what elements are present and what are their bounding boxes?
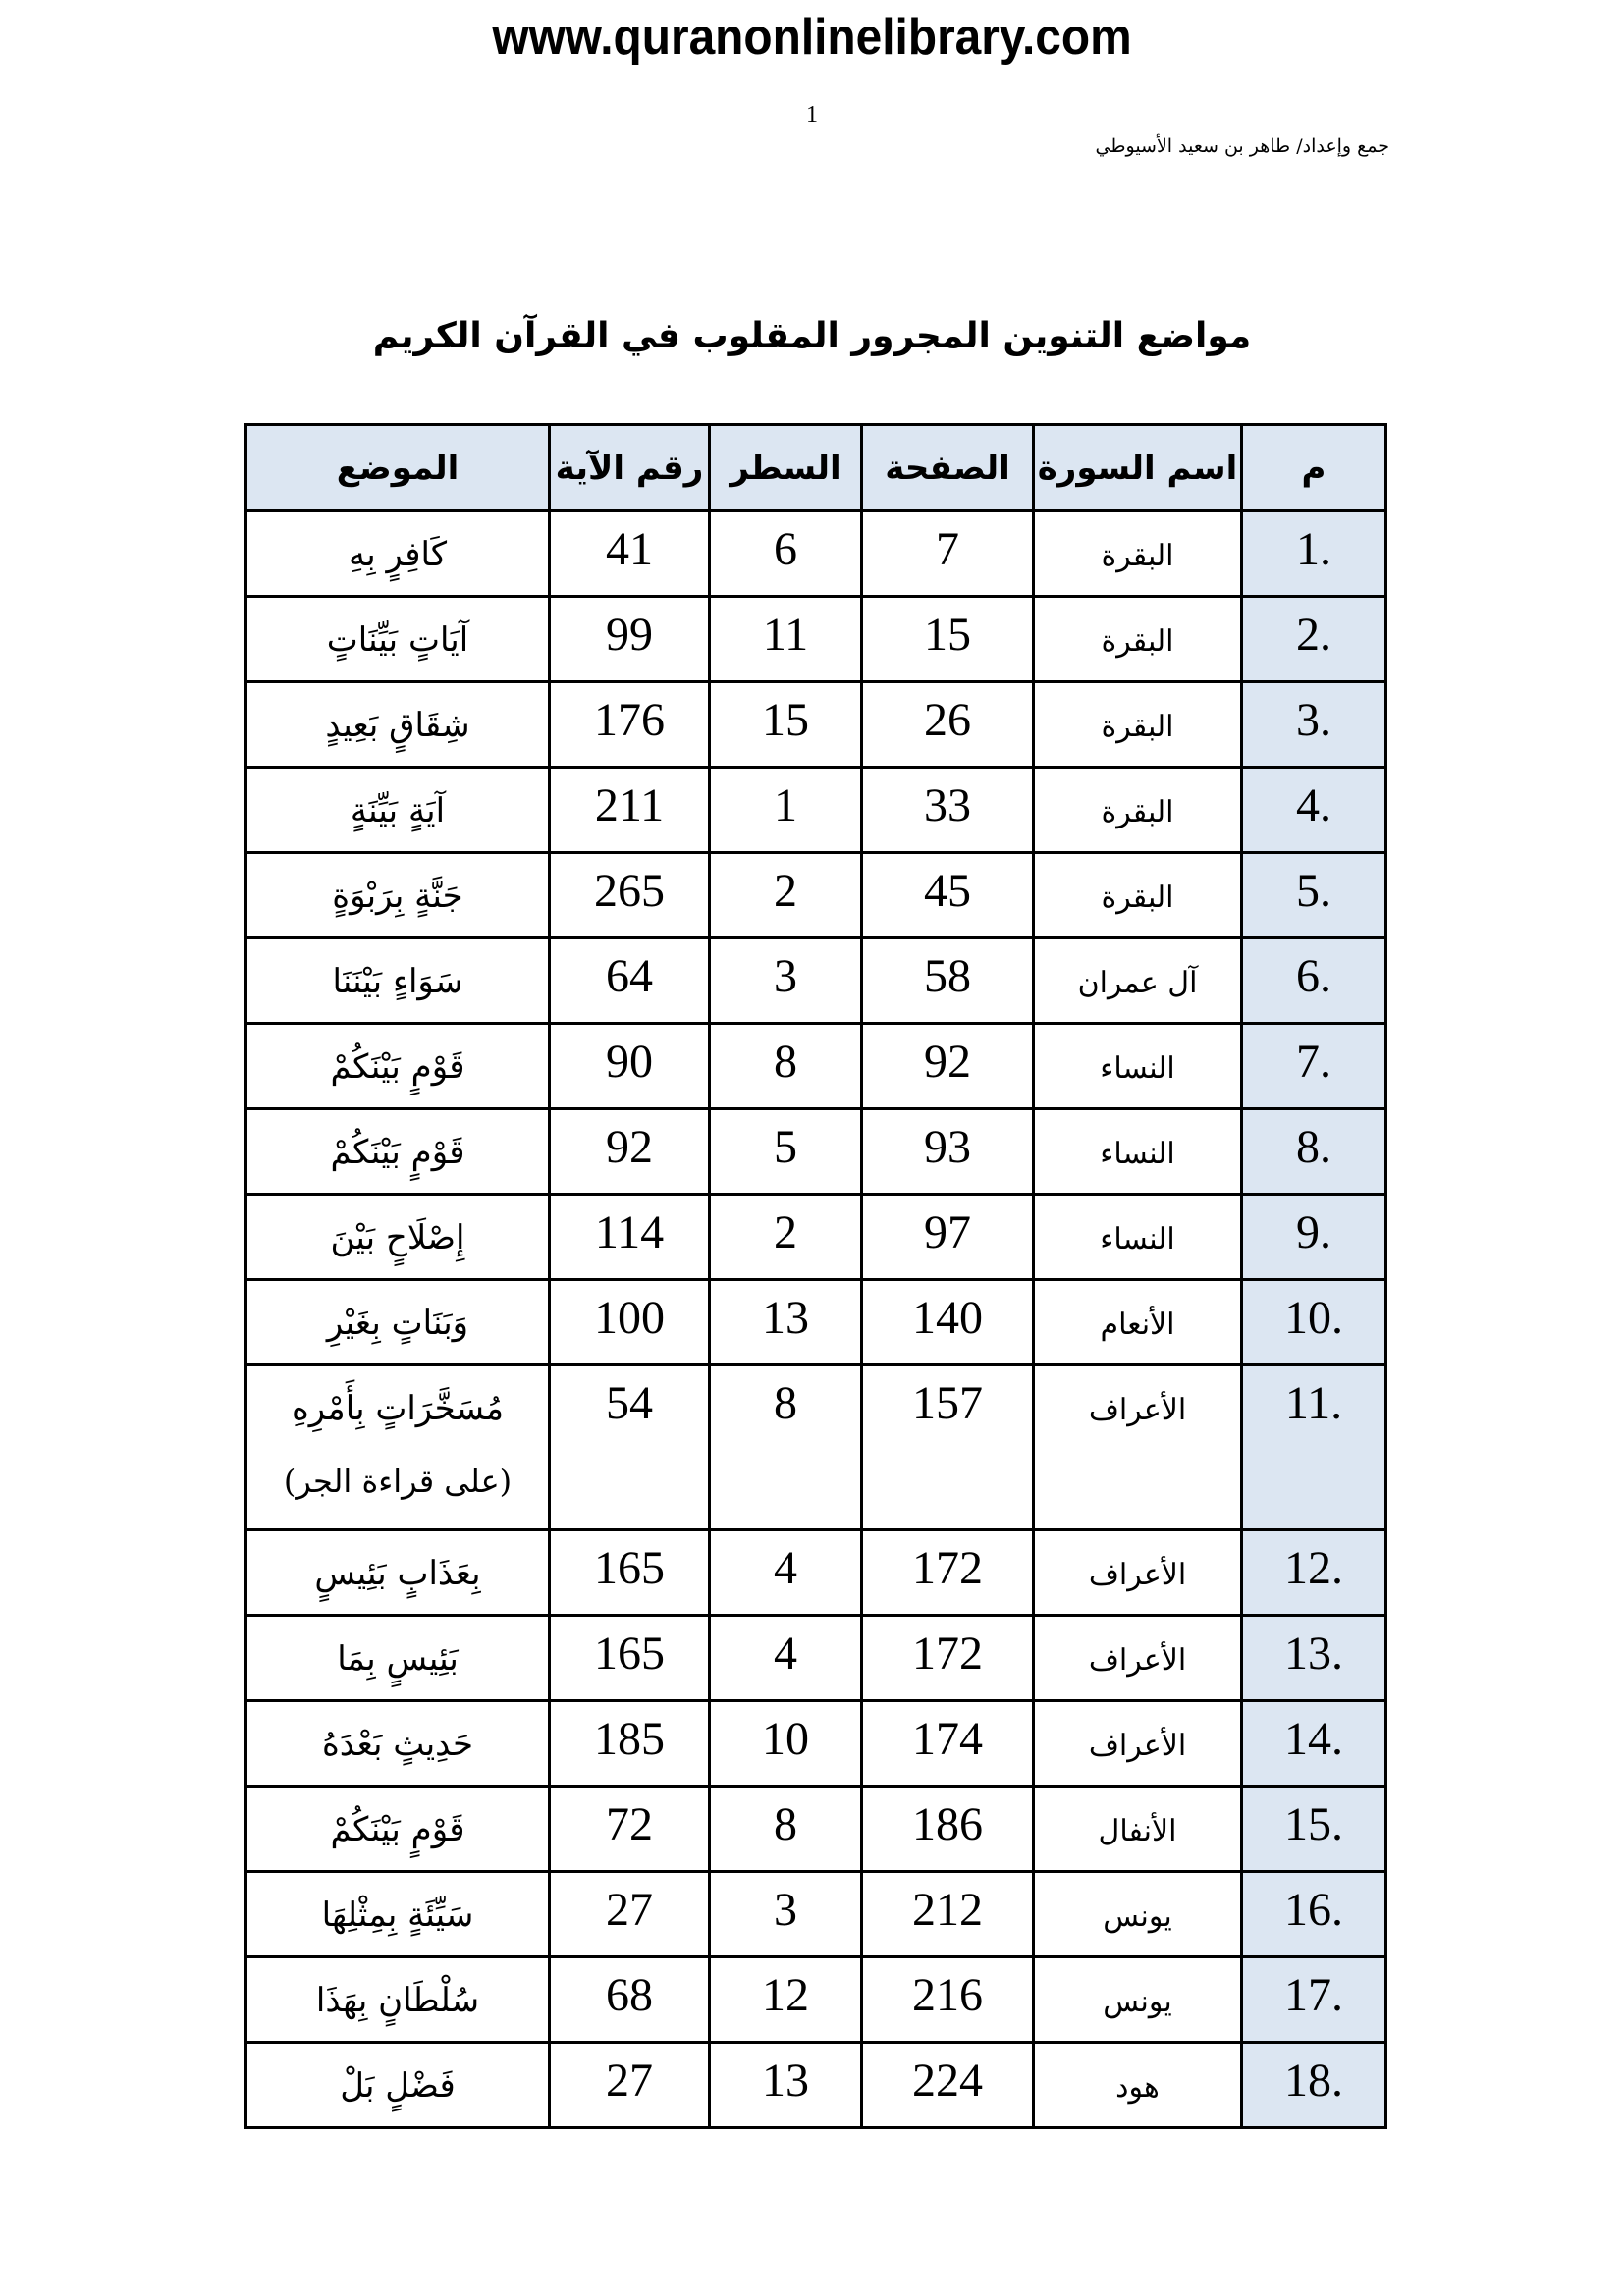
page-number: 1: [806, 102, 818, 128]
page-cell-text: 97: [924, 1206, 971, 1258]
index-cell-text: 8.: [1296, 1121, 1331, 1173]
page-cell-text: 15: [924, 609, 971, 661]
page-cell: [862, 768, 1034, 853]
ayah-cell: [550, 1365, 710, 1530]
line-cell-text: 8: [774, 1377, 797, 1429]
ayah-cell: [550, 682, 710, 768]
line-cell-text: 8: [774, 1036, 797, 1088]
ayah-cell: [550, 1109, 710, 1195]
line-cell: [710, 1280, 862, 1365]
page-cell-text: 212: [912, 1884, 983, 1936]
column-header-word: الموضع: [246, 425, 550, 511]
surah-cell: [1034, 1109, 1242, 1195]
line-cell-text: 12: [762, 1969, 809, 2021]
ayah-cell: [550, 1787, 710, 1872]
word-cell: [246, 1365, 550, 1530]
word-cell: [246, 853, 550, 938]
column-header-index: م: [1242, 425, 1386, 511]
index-cell: [1242, 1109, 1386, 1195]
surah-cell-text: البقرة: [1101, 881, 1174, 915]
line-cell-text: 10: [762, 1713, 809, 1765]
surah-cell: [1034, 853, 1242, 938]
page-cell-text: 33: [924, 779, 971, 831]
word-cell-text: بَئِيسٍ بِمَا: [337, 1639, 459, 1679]
line-cell: [710, 1109, 862, 1195]
word-cell: [246, 768, 550, 853]
table-row: [246, 853, 1386, 938]
index-cell: [1242, 1957, 1386, 2043]
surah-cell-text: آل عمران: [1077, 966, 1198, 1000]
word-note-text: (على قراءة الجر): [283, 1463, 513, 1500]
ayah-cell: [550, 1701, 710, 1787]
index-cell-text: 1.: [1296, 523, 1331, 575]
line-cell-text: 11: [762, 609, 809, 661]
index-cell: [1242, 2043, 1386, 2128]
line-cell-text: 15: [762, 694, 809, 746]
page-cell-text: 7: [936, 523, 959, 575]
table-row: [246, 682, 1386, 768]
table-row: [246, 768, 1386, 853]
index-cell: [1242, 682, 1386, 768]
line-cell: [710, 1616, 862, 1701]
page-cell-text: 92: [924, 1036, 971, 1088]
line-cell: [710, 2043, 862, 2128]
ayah-cell: [550, 1616, 710, 1701]
line-cell: [710, 597, 862, 682]
table-row: [246, 2043, 1386, 2128]
word-cell: [246, 1957, 550, 2043]
locations-table: [244, 423, 1387, 2129]
surah-cell: [1034, 1872, 1242, 1957]
line-cell: [710, 1701, 862, 1787]
word-cell: [246, 1701, 550, 1787]
word-cell-text: إِصْلَاحٍ بَيْنَ: [330, 1218, 465, 1257]
ayah-cell-text: 92: [606, 1121, 653, 1173]
word-cell-text: جَنَّةٍ بِرَبْوَةٍ: [332, 877, 463, 916]
ayah-cell-text: 27: [606, 2055, 653, 2107]
index-cell: [1242, 1195, 1386, 1280]
page-cell-text: 140: [912, 1292, 983, 1344]
ayah-cell-text: 165: [594, 1628, 665, 1680]
ayah-cell: [550, 1872, 710, 1957]
surah-cell-text: النساء: [1100, 1222, 1175, 1256]
surah-cell: [1034, 1365, 1242, 1530]
word-cell: [246, 2043, 550, 2128]
page-cell: [862, 1530, 1034, 1616]
page-cell: [862, 1872, 1034, 1957]
word-cell: [246, 597, 550, 682]
surah-cell-text: يونس: [1103, 1899, 1172, 1934]
line-cell-text: 4: [774, 1628, 797, 1680]
index-cell-text: 16.: [1284, 1884, 1343, 1936]
index-cell: [1242, 1530, 1386, 1616]
page-cell: [862, 1195, 1034, 1280]
surah-cell-text: البقرة: [1101, 710, 1174, 744]
surah-cell: [1034, 768, 1242, 853]
index-cell-text: 5.: [1296, 865, 1331, 917]
page-cell: [862, 1280, 1034, 1365]
ayah-cell: [550, 511, 710, 597]
author-credit: جمع وإعداد/ طاهر بن سعيد الأسيوطي: [1095, 135, 1389, 157]
page-cell: [862, 1109, 1034, 1195]
line-cell: [710, 768, 862, 853]
index-cell: [1242, 1616, 1386, 1701]
line-cell-text: 13: [762, 1292, 809, 1344]
index-cell: [1242, 768, 1386, 853]
index-cell-text: 11.: [1284, 1377, 1343, 1429]
page-cell-text: 45: [924, 865, 971, 917]
table-row: [246, 1109, 1386, 1195]
surah-cell: [1034, 1787, 1242, 1872]
index-cell-text: 6.: [1296, 950, 1331, 1002]
word-cell-text: آيَةٍ بَيِّنَةٍ: [350, 791, 446, 830]
page-cell-text: 26: [924, 694, 971, 746]
ayah-cell: [550, 2043, 710, 2128]
page-cell: [862, 1024, 1034, 1109]
ayah-cell-text: 27: [606, 1884, 653, 1936]
word-cell: [246, 938, 550, 1024]
table-row: [246, 1280, 1386, 1365]
index-cell-text: 18.: [1284, 2055, 1343, 2107]
ayah-cell: [550, 1195, 710, 1280]
word-cell-text: بِعَذَابٍ بَئِيسٍ: [314, 1554, 481, 1593]
ayah-cell-text: 185: [594, 1713, 665, 1765]
table-header-row: [246, 425, 1386, 511]
ayah-cell-text: 90: [606, 1036, 653, 1088]
word-cell-text: كَافِرٍ بِهِ: [348, 535, 448, 574]
table-row: [246, 1365, 1386, 1530]
column-header-surah: اسم السورة: [1034, 425, 1242, 511]
surah-cell: [1034, 511, 1242, 597]
ayah-cell-text: 41: [606, 523, 653, 575]
index-cell-text: 2.: [1296, 609, 1331, 661]
surah-cell: [1034, 1616, 1242, 1701]
word-cell: [246, 682, 550, 768]
surah-cell-text: الأعراف: [1088, 1558, 1187, 1592]
surah-cell: [1034, 938, 1242, 1024]
line-cell-text: 8: [774, 1798, 797, 1850]
line-cell-text: 2: [774, 865, 797, 917]
word-cell-text: سَيِّئَةٍ بِمِثْلِهَا: [321, 1896, 474, 1935]
page-cell: [862, 682, 1034, 768]
page-cell-text: 58: [924, 950, 971, 1002]
word-cell-text: قَوْمٍ بَيْنَكُمْ: [330, 1810, 465, 1849]
page-cell-text: 224: [912, 2055, 983, 2107]
ayah-cell: [550, 938, 710, 1024]
surah-cell-text: البقرة: [1101, 795, 1174, 829]
index-cell-text: 4.: [1296, 779, 1331, 831]
line-cell-text: 1: [774, 779, 797, 831]
ayah-cell-text: 100: [594, 1292, 665, 1344]
page-cell: [862, 2043, 1034, 2128]
index-cell: [1242, 1024, 1386, 1109]
page-cell: [862, 938, 1034, 1024]
line-cell: [710, 938, 862, 1024]
index-cell-text: 12.: [1284, 1542, 1343, 1594]
page-cell-text: 186: [912, 1798, 983, 1850]
line-cell: [710, 1195, 862, 1280]
ayah-cell-text: 54: [606, 1377, 653, 1429]
line-cell-text: 3: [774, 950, 797, 1002]
ayah-cell: [550, 853, 710, 938]
column-header-page: الصفحة: [862, 425, 1034, 511]
table-row: [246, 1024, 1386, 1109]
document-title: مواضع التنوين المجرور المقلوب في القرآن الكريم: [372, 316, 1252, 356]
page-cell: [862, 1701, 1034, 1787]
line-cell: [710, 1787, 862, 1872]
surah-cell-text: البقرة: [1101, 539, 1174, 573]
page-cell: [862, 853, 1034, 938]
table-row: [246, 1530, 1386, 1616]
table-row: [246, 597, 1386, 682]
word-cell: [246, 1280, 550, 1365]
ayah-cell-text: 114: [594, 1206, 665, 1258]
ayah-cell-text: 68: [606, 1969, 653, 2021]
index-cell: [1242, 597, 1386, 682]
line-cell: [710, 1872, 862, 1957]
word-cell-text: مُسَخَّرَاتٍ بِأَمْرِهِ: [291, 1389, 505, 1428]
word-cell-text: قَوْمٍ بَيْنَكُمْ: [330, 1047, 465, 1087]
word-cell: [246, 1616, 550, 1701]
index-cell: [1242, 1365, 1386, 1530]
surah-cell-text: الأعراف: [1088, 1393, 1187, 1427]
index-cell-text: 15.: [1284, 1798, 1343, 1850]
index-cell-text: 3.: [1296, 694, 1331, 746]
site-url-header: www.quranonlinelibrary.com: [492, 9, 1132, 66]
ayah-cell: [550, 597, 710, 682]
surah-cell: [1034, 1957, 1242, 2043]
index-cell-text: 17.: [1284, 1969, 1343, 2021]
index-cell-text: 13.: [1284, 1628, 1343, 1680]
page-cell-text: 216: [912, 1969, 983, 2021]
word-cell-text: آيَاتٍ بَيِّنَاتٍ: [326, 620, 469, 660]
index-cell: [1242, 1787, 1386, 1872]
index-cell: [1242, 938, 1386, 1024]
word-cell: [246, 1872, 550, 1957]
word-cell: [246, 1195, 550, 1280]
surah-cell-text: النساء: [1100, 1137, 1175, 1171]
page-cell-text: 172: [912, 1628, 983, 1680]
line-cell: [710, 1024, 862, 1109]
ayah-cell-text: 72: [606, 1798, 653, 1850]
ayah-cell-text: 176: [594, 694, 665, 746]
line-cell-text: 4: [774, 1542, 797, 1594]
surah-cell: [1034, 2043, 1242, 2128]
index-cell: [1242, 1872, 1386, 1957]
word-cell: [246, 511, 550, 597]
line-cell: [710, 1957, 862, 2043]
index-cell-text: 10.: [1284, 1292, 1343, 1344]
ayah-cell: [550, 1957, 710, 2043]
page-cell: [862, 511, 1034, 597]
page-cell-text: 93: [924, 1121, 971, 1173]
ayah-cell-text: 211: [594, 779, 665, 831]
word-cell-text: شِقَاقٍ بَعِيدٍ: [325, 706, 470, 745]
index-cell: [1242, 1701, 1386, 1787]
surah-cell-text: هود: [1115, 2070, 1160, 2105]
line-cell-text: 2: [774, 1206, 797, 1258]
index-cell-text: 7.: [1296, 1036, 1331, 1088]
ayah-cell-text: 265: [594, 865, 665, 917]
surah-cell-text: النساء: [1100, 1051, 1175, 1086]
page-cell: [862, 1365, 1034, 1530]
ayah-cell: [550, 768, 710, 853]
table-row: [246, 938, 1386, 1024]
index-cell-text: 14.: [1284, 1713, 1343, 1765]
surah-cell: [1034, 1701, 1242, 1787]
ayah-cell: [550, 1530, 710, 1616]
ayah-cell-text: 165: [594, 1542, 665, 1594]
surah-cell: [1034, 682, 1242, 768]
table-row: [246, 1872, 1386, 1957]
word-cell-text: قَوْمٍ بَيْنَكُمْ: [330, 1133, 465, 1172]
table-row: [246, 511, 1386, 597]
page-cell: [862, 1616, 1034, 1701]
table-row: [246, 1616, 1386, 1701]
line-cell: [710, 853, 862, 938]
surah-cell: [1034, 1530, 1242, 1616]
table-row: [246, 1701, 1386, 1787]
surah-cell-text: البقرة: [1101, 624, 1174, 659]
surah-cell: [1034, 597, 1242, 682]
line-cell-text: 6: [774, 523, 797, 575]
surah-cell: [1034, 1024, 1242, 1109]
word-cell-text: سَوَاءٍ بَيْنَنَا: [332, 962, 463, 1001]
column-header-ayah: رقم الآية: [550, 425, 710, 511]
index-cell-text: 9.: [1296, 1206, 1331, 1258]
index-cell: [1242, 1280, 1386, 1365]
ayah-cell: [550, 1280, 710, 1365]
table-row: [246, 1195, 1386, 1280]
line-cell-text: 13: [762, 2055, 809, 2107]
surah-cell-text: يونس: [1103, 1985, 1172, 2019]
ayah-cell-text: 99: [606, 609, 653, 661]
surah-cell-text: الأنعام: [1100, 1308, 1175, 1342]
ayah-cell-text: 64: [606, 950, 653, 1002]
page-cell: [862, 597, 1034, 682]
index-cell: [1242, 511, 1386, 597]
page-cell: [862, 1957, 1034, 2043]
page-cell-text: 157: [912, 1377, 983, 1429]
surah-cell-text: الأنفال: [1098, 1814, 1177, 1848]
page-cell: [862, 1787, 1034, 1872]
word-cell: [246, 1530, 550, 1616]
table-row: [246, 1957, 1386, 2043]
line-cell-text: 3: [774, 1884, 797, 1936]
table-row: [246, 1787, 1386, 1872]
word-cell-text: فَضْلٍ بَلْ: [340, 2066, 456, 2106]
ayah-cell: [550, 1024, 710, 1109]
line-cell: [710, 1530, 862, 1616]
word-cell: [246, 1787, 550, 1872]
word-cell: [246, 1024, 550, 1109]
index-cell: [1242, 853, 1386, 938]
surah-cell: [1034, 1195, 1242, 1280]
line-cell-text: 5: [774, 1121, 797, 1173]
line-cell: [710, 1365, 862, 1530]
word-cell-text: حَدِيثٍ بَعْدَهُ: [321, 1725, 474, 1764]
word-cell-text: سُلْطَانٍ بِهَذَا: [315, 1981, 480, 2020]
surah-cell-text: الأعراف: [1088, 1643, 1187, 1678]
word-cell: [246, 1109, 550, 1195]
surah-cell: [1034, 1280, 1242, 1365]
page-cell-text: 172: [912, 1542, 983, 1594]
column-header-line: السطر: [710, 425, 862, 511]
word-cell-text: وَبَنَاتٍ بِغَيْرِ: [326, 1304, 469, 1343]
surah-cell-text: الأعراف: [1088, 1729, 1187, 1763]
line-cell: [710, 682, 862, 768]
line-cell: [710, 511, 862, 597]
page-cell-text: 174: [912, 1713, 983, 1765]
